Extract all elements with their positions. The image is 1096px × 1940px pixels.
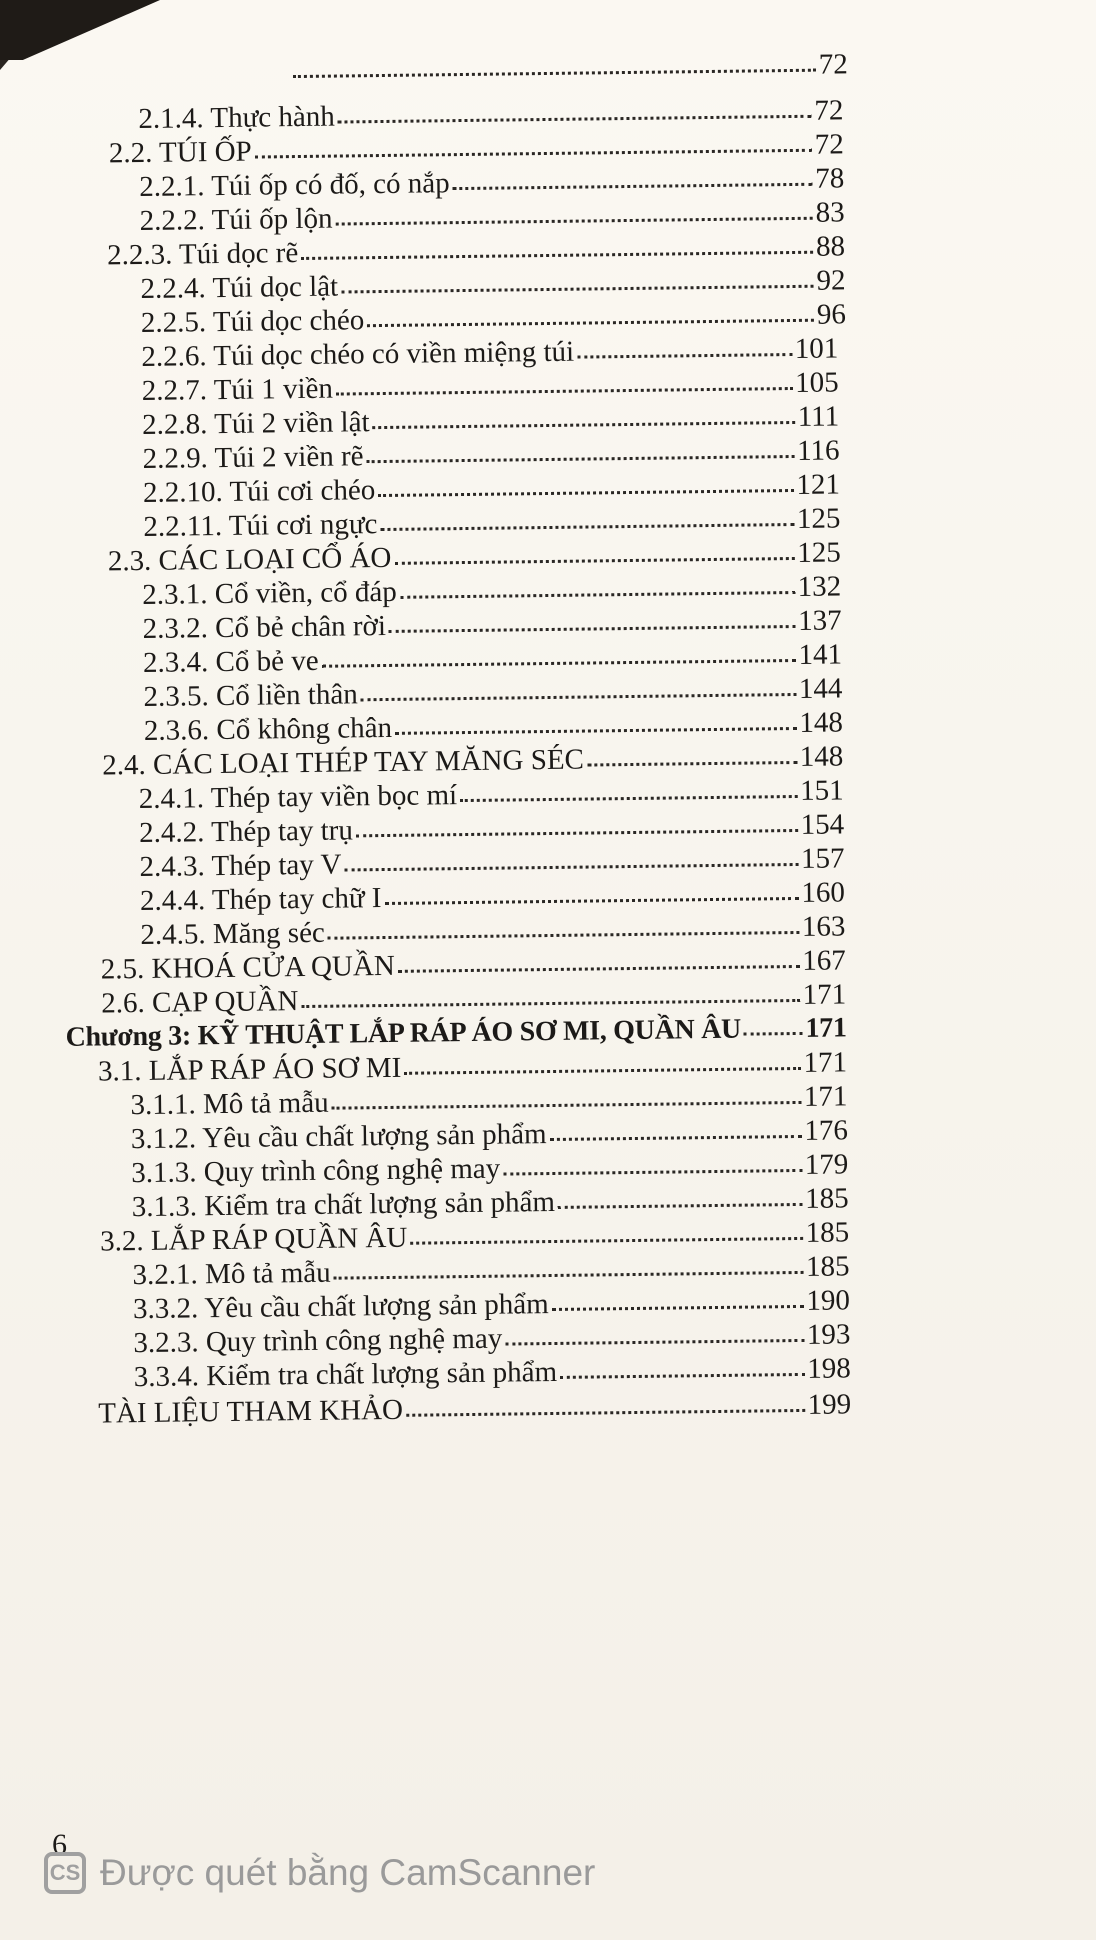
toc-entry-title: 2.3.2. Cổ bẻ chân rời bbox=[142, 609, 387, 645]
toc-leader-dots bbox=[255, 146, 812, 159]
toc-entry-page: 141 bbox=[798, 638, 843, 671]
toc-entry-title: 3.1. LẮP RÁP ÁO SƠ MI bbox=[97, 1051, 402, 1088]
toc-leader-dots bbox=[744, 1029, 803, 1036]
toc-entry-page: 78 bbox=[815, 162, 845, 195]
toc-entry-title: 2.3.5. Cổ liền thân bbox=[143, 678, 358, 713]
toc-entry-title: 2.4. CÁC LOẠI THÉP TAY MĂNG SÉC bbox=[102, 743, 585, 782]
toc-entry-title: 2.2.1. Túi ốp có đố, có nắp bbox=[139, 167, 450, 203]
toc-entry-page: 121 bbox=[796, 468, 841, 501]
toc-leader-dots bbox=[384, 894, 798, 905]
toc-entry-title: 2.4.1. Thép tay viền bọc mí bbox=[138, 779, 458, 816]
toc-entry-page: 148 bbox=[799, 706, 844, 739]
toc-leader-dots bbox=[505, 1336, 804, 1346]
toc-entry-title: 3.3.2. Yêu cầu chất lượng sản phẩm bbox=[132, 1288, 549, 1326]
toc-leader-dots bbox=[453, 180, 813, 190]
toc-entry-page: 179 bbox=[804, 1148, 849, 1181]
toc-leader-dots bbox=[460, 792, 797, 802]
toc-entry-title: TÀI LIỆU THAM KHẢO bbox=[98, 1393, 404, 1430]
toc-leader-dots bbox=[558, 1200, 802, 1209]
toc-entry-title: Chương 3: KỸ THUẬT LẮP RÁP ÁO SƠ MI, QUẦN ÂU bbox=[65, 1013, 742, 1053]
toc-leader-dots bbox=[404, 1064, 800, 1075]
toc-entry-page: 167 bbox=[802, 944, 846, 977]
toc-entry-title: 3.3.4. Kiểm tra chất lượng sản phẩm bbox=[133, 1355, 558, 1394]
toc-entry-title: 2.1.4. Thực hành bbox=[138, 100, 336, 135]
toc-entry-title: 2.2.5. Túi dọc chéo bbox=[140, 304, 365, 339]
toc-leader-dots bbox=[338, 112, 812, 124]
toc-entry-page: 154 bbox=[800, 808, 845, 841]
toc-entry-title: 2.4.4. Thép tay chữ I bbox=[139, 882, 382, 918]
toc-leader-dots bbox=[587, 758, 797, 767]
toc-entry-title: 2.5. KHOÁ CỬA QUẦN bbox=[100, 949, 395, 986]
toc-leader-dots bbox=[560, 1370, 804, 1379]
toc-leader-dots bbox=[406, 1406, 805, 1417]
toc-entry-page: 125 bbox=[796, 502, 841, 535]
camscanner-logo-icon: CS bbox=[44, 1852, 86, 1894]
toc-entry-page: 193 bbox=[806, 1318, 851, 1351]
toc-leader-dots bbox=[361, 690, 796, 701]
toc-entry-title: 3.1.2. Yêu cầu chất lượng sản phẩm bbox=[130, 1118, 547, 1156]
toc-entry-page: 199 bbox=[807, 1388, 852, 1421]
toc-entry-title: 3.2. LẮP RÁP QUẦN ÂU bbox=[99, 1221, 408, 1258]
page-number: 6 bbox=[52, 1828, 67, 1861]
toc-entry-title: 2.3.6. Cổ không chân bbox=[143, 711, 393, 747]
toc-entry-title: 2.2. TÚI ỐP bbox=[108, 135, 252, 170]
toc-entry-title: 2.6. CẠP QUẦN bbox=[101, 985, 299, 1020]
toc-entry-title: 3.1.3. Quy trình công nghệ may bbox=[131, 1152, 501, 1190]
watermark-text: Được quét bằng CamScanner bbox=[100, 1852, 596, 1893]
toc-leader-dots bbox=[373, 418, 795, 429]
toc-leader-dots bbox=[378, 486, 793, 497]
toc-entry-title: 2.2.10. Túi cơi chéo bbox=[142, 474, 376, 509]
toc-entry-title: 2.2.9. Túi 2 viền rẽ bbox=[142, 440, 364, 475]
toc-entry-title: 2.4.5. Măng séc bbox=[140, 916, 326, 952]
toc-entry-title: 2.2.4. Túi dọc lật bbox=[140, 270, 339, 305]
toc-entry-title: 2.2.3. Túi dọc rẽ bbox=[106, 237, 299, 272]
toc-entry-page: 144 bbox=[798, 672, 843, 705]
toc-leader-dots bbox=[380, 520, 794, 531]
toc-leader-dots bbox=[344, 860, 798, 872]
toc-leader-dots bbox=[334, 1268, 803, 1280]
toc-entry-page: 96 bbox=[816, 298, 847, 331]
toc-leader-dots bbox=[341, 282, 813, 294]
toc-leader-dots bbox=[552, 1302, 804, 1311]
toc-leader-dots bbox=[503, 1166, 802, 1176]
toc-leader-dots bbox=[332, 1098, 801, 1110]
toc-entry-page: 83 bbox=[815, 196, 845, 229]
toc-leader-dots bbox=[367, 452, 795, 463]
toc-entry-page: 116 bbox=[796, 434, 840, 467]
toc-entry-title: 2.3. CÁC LOẠI CỔ ÁO bbox=[107, 541, 392, 578]
toc-entry-title: 2.3.1. Cổ viền, cổ đáp bbox=[142, 575, 397, 611]
toc-leader-dots bbox=[322, 656, 796, 668]
toc-entry-page: 72 bbox=[818, 48, 849, 81]
toc-entry-page: 198 bbox=[807, 1352, 851, 1385]
toc-leader-dots bbox=[356, 826, 798, 837]
toc-entry-page: 176 bbox=[804, 1114, 849, 1147]
toc-entry-page: 185 bbox=[804, 1182, 849, 1215]
toc-leader-dots bbox=[328, 928, 799, 940]
toc-entry-page: 151 bbox=[799, 774, 844, 807]
toc-entry-page: 148 bbox=[799, 740, 844, 773]
toc-leader-dots bbox=[394, 554, 794, 565]
toc-entry-page: 160 bbox=[801, 876, 846, 909]
toc-entry-page: 185 bbox=[805, 1216, 850, 1249]
toc-entry-title: 2.2.6. Túi dọc chéo có viền miệng túi bbox=[141, 335, 575, 373]
toc-entry-page: 88 bbox=[815, 230, 846, 263]
toc-entry-title: 2.4.3. Thép tay V bbox=[139, 848, 342, 884]
toc-entry-page: 111 bbox=[797, 400, 840, 433]
toc-entry-page: 171 bbox=[803, 1046, 848, 1079]
toc-entry-page: 163 bbox=[801, 910, 846, 943]
toc-leader-dots bbox=[577, 350, 792, 359]
toc-entry-page: 171 bbox=[802, 978, 847, 1011]
toc-entry bbox=[98, 1388, 851, 1430]
toc-entry-title: 3.2.3. Quy trình công nghệ may bbox=[133, 1322, 503, 1360]
toc-leader-dots bbox=[301, 996, 799, 1008]
toc-leader-dots bbox=[400, 588, 795, 599]
toc-entry-page: 101 bbox=[794, 332, 839, 365]
toc-entry-title: 3.2.1. Mô tả mẫu bbox=[132, 1256, 331, 1292]
toc-entry-title: 2.2.7. Túi 1 viền bbox=[141, 372, 334, 407]
toc-leader-dots bbox=[550, 1132, 802, 1141]
toc-entry bbox=[290, 48, 848, 88]
toc-entry-title: 2.3.4. Cổ bẻ ve bbox=[142, 644, 319, 679]
toc-leader-dots bbox=[389, 622, 795, 633]
toc-entry-title: 3.1.3. Kiểm tra chất lượng sản phẩm bbox=[131, 1185, 556, 1224]
toc-entry-title: 2.4.2. Thép tay trụ bbox=[138, 814, 354, 850]
toc-entry-page: 72 bbox=[814, 128, 844, 161]
toc-entry-page: 92 bbox=[816, 264, 846, 297]
toc-entry-page: 125 bbox=[797, 536, 841, 569]
toc-entry-page: 171 bbox=[805, 1012, 847, 1044]
toc-entry-page: 190 bbox=[806, 1284, 851, 1317]
toc-entry-page: 132 bbox=[797, 570, 842, 603]
toc-entry-page: 171 bbox=[803, 1080, 848, 1113]
toc-entry-title: 3.1.1. Mô tả mẫu bbox=[130, 1086, 329, 1122]
toc-leader-dots bbox=[293, 66, 816, 78]
toc-entry-page: 105 bbox=[795, 366, 839, 399]
toc-leader-dots bbox=[335, 214, 812, 226]
toc-entry-title: 2.2.11. Túi cơi ngực bbox=[143, 508, 378, 543]
toc-leader-dots bbox=[301, 248, 813, 260]
toc-leader-dots bbox=[398, 962, 800, 973]
toc-entry-page: 137 bbox=[797, 604, 842, 637]
toc-entry-page: 157 bbox=[800, 842, 845, 875]
toc-entry-title: 2.2.8. Túi 2 viền lật bbox=[141, 406, 370, 441]
toc-entry-page: 72 bbox=[814, 94, 844, 127]
toc-entry-title: 2.2.2. Túi ốp lộn bbox=[139, 202, 333, 237]
toc-leader-dots bbox=[336, 384, 792, 396]
toc-entry-page: 185 bbox=[805, 1250, 850, 1283]
camscanner-watermark bbox=[44, 1848, 595, 1898]
toc-leader-dots bbox=[367, 316, 814, 327]
toc-leader-dots bbox=[395, 724, 796, 735]
toc-leader-dots bbox=[410, 1234, 802, 1245]
